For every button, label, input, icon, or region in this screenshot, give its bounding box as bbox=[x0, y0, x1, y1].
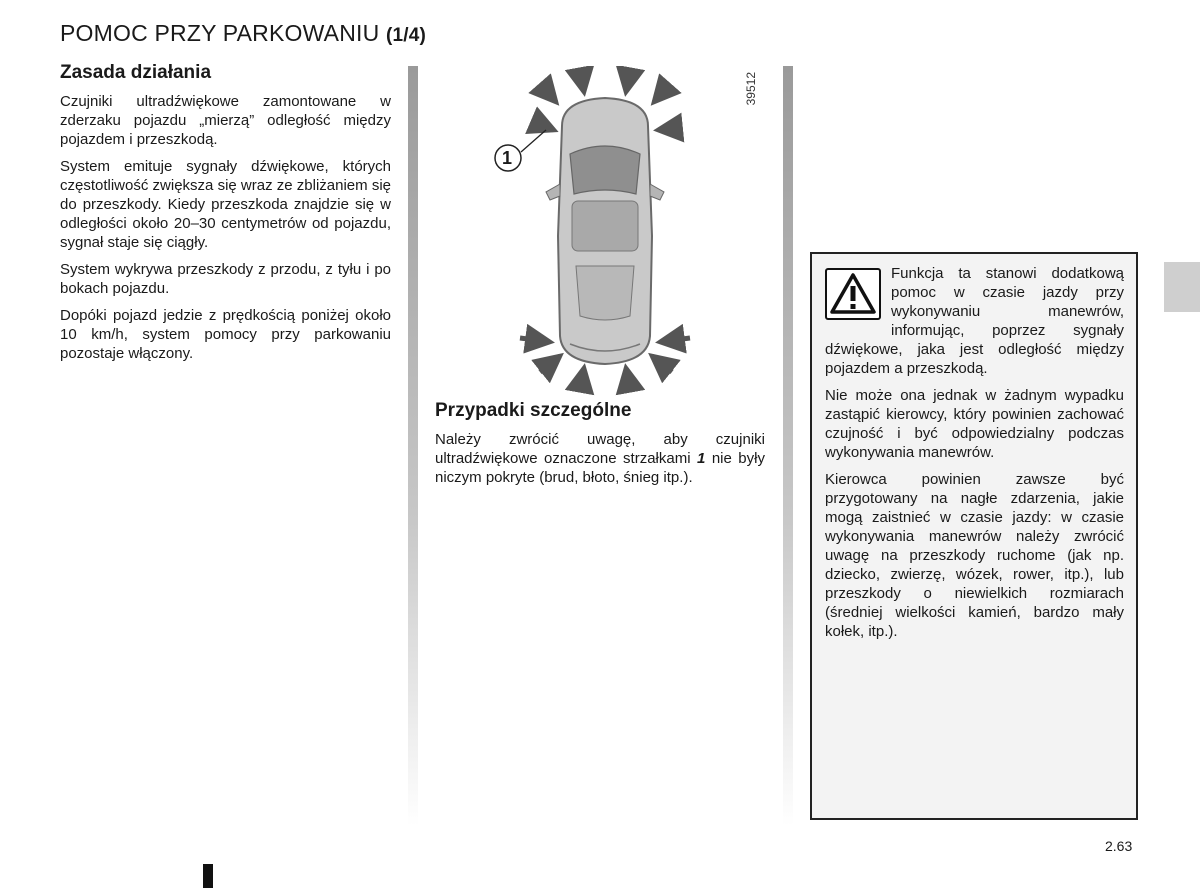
text-before-ref: Należy zwrócić uwagę, aby czujniki ultradźwiękowe oznaczone strzałkami bbox=[435, 431, 765, 467]
arrow-reference: 1 bbox=[697, 450, 706, 467]
page-title-text: POMOC PRZY PARKOWANIU bbox=[60, 20, 380, 46]
column-divider-right bbox=[783, 66, 793, 826]
car-top-view-illustration bbox=[480, 66, 770, 396]
warning-triangle-icon bbox=[825, 268, 881, 320]
paragraph: Czujniki ultradźwiękowe zamontowane w zderzaku pojazdu „mierzą” odległość między pojazdem i przeszkodą. bbox=[60, 93, 391, 148]
section-special-cases bbox=[435, 400, 765, 495]
section-heading: Zasada działania bbox=[60, 62, 212, 83]
car-sensor-figure bbox=[480, 66, 770, 396]
paragraph: Dopóki pojazd jedzie z prędkością poniżej około 10 km/h, system pomocy przy parkowaniu pozostaje włączony. bbox=[60, 307, 391, 362]
paragraph: Kierowca powinien zawsze być przygotowany na nagłe zdarzenia, jakie mogą zaistnieć w czasie jazdy: w czasie wykonywania manewrów należy zwrócić uwagę na przeszkody ruchome (jak np. dziecko, zwierzę, wózek, rower, itp.), lub przeszkody o niewielkich rozmiarach (średniej wielkości kamień, bardzo mały kołek, itp.). bbox=[825, 471, 1124, 640]
car-roof bbox=[572, 201, 638, 251]
callout-leader bbox=[521, 130, 546, 152]
warning-box bbox=[810, 252, 1138, 820]
paragraph bbox=[435, 430, 765, 487]
paragraph: System emituje sygnały dźwiękowe, których częstotliwość zwiększa się wraz ze zbliżaniem się do przeszkody. Kiedy przeszkoda znajdzie się w odległości około 20–30 centymetrów od pojazdu, sygnał staje się ciągły. bbox=[60, 158, 391, 251]
car-rear-window bbox=[576, 266, 634, 320]
paragraph: System wykrywa przeszkody z przodu, z tyłu i po bokach pojazdu. bbox=[60, 261, 391, 297]
print-corner-mark bbox=[203, 864, 213, 888]
car-windshield bbox=[570, 146, 640, 194]
text-after-ref: nie były niczym pokryte (brud, błoto, śnieg itp.). bbox=[435, 450, 765, 486]
callout-number: 1 bbox=[502, 148, 513, 168]
column-divider-left bbox=[408, 66, 418, 826]
figure-code: 39512 bbox=[744, 72, 758, 106]
page-part-indicator: (1/4) bbox=[386, 25, 427, 46]
section-operating-principle bbox=[60, 62, 391, 371]
paragraph: Nie może ona jednak w żadnym wypadku zastąpić kierowcy, który powinien zachować czujność i być odpowiedzialny podczas wykonywania manewrów. bbox=[825, 387, 1124, 461]
page-title bbox=[60, 20, 426, 47]
chapter-tab-marker bbox=[1164, 262, 1200, 312]
car-mirror-right bbox=[650, 184, 664, 200]
page-number: 2.63 bbox=[1105, 838, 1133, 854]
car-mirror-left bbox=[546, 184, 560, 200]
paragraph: Funkcja ta stanowi dodatkową pomoc w czasie jazdy przy wykonywaniu manewrów, informując, poprzez sygnały dźwiękowe, jaka jest odległość między pojazdem a przeszkodą. bbox=[825, 265, 1124, 377]
section-heading: Przypadki szczególne bbox=[435, 400, 632, 421]
